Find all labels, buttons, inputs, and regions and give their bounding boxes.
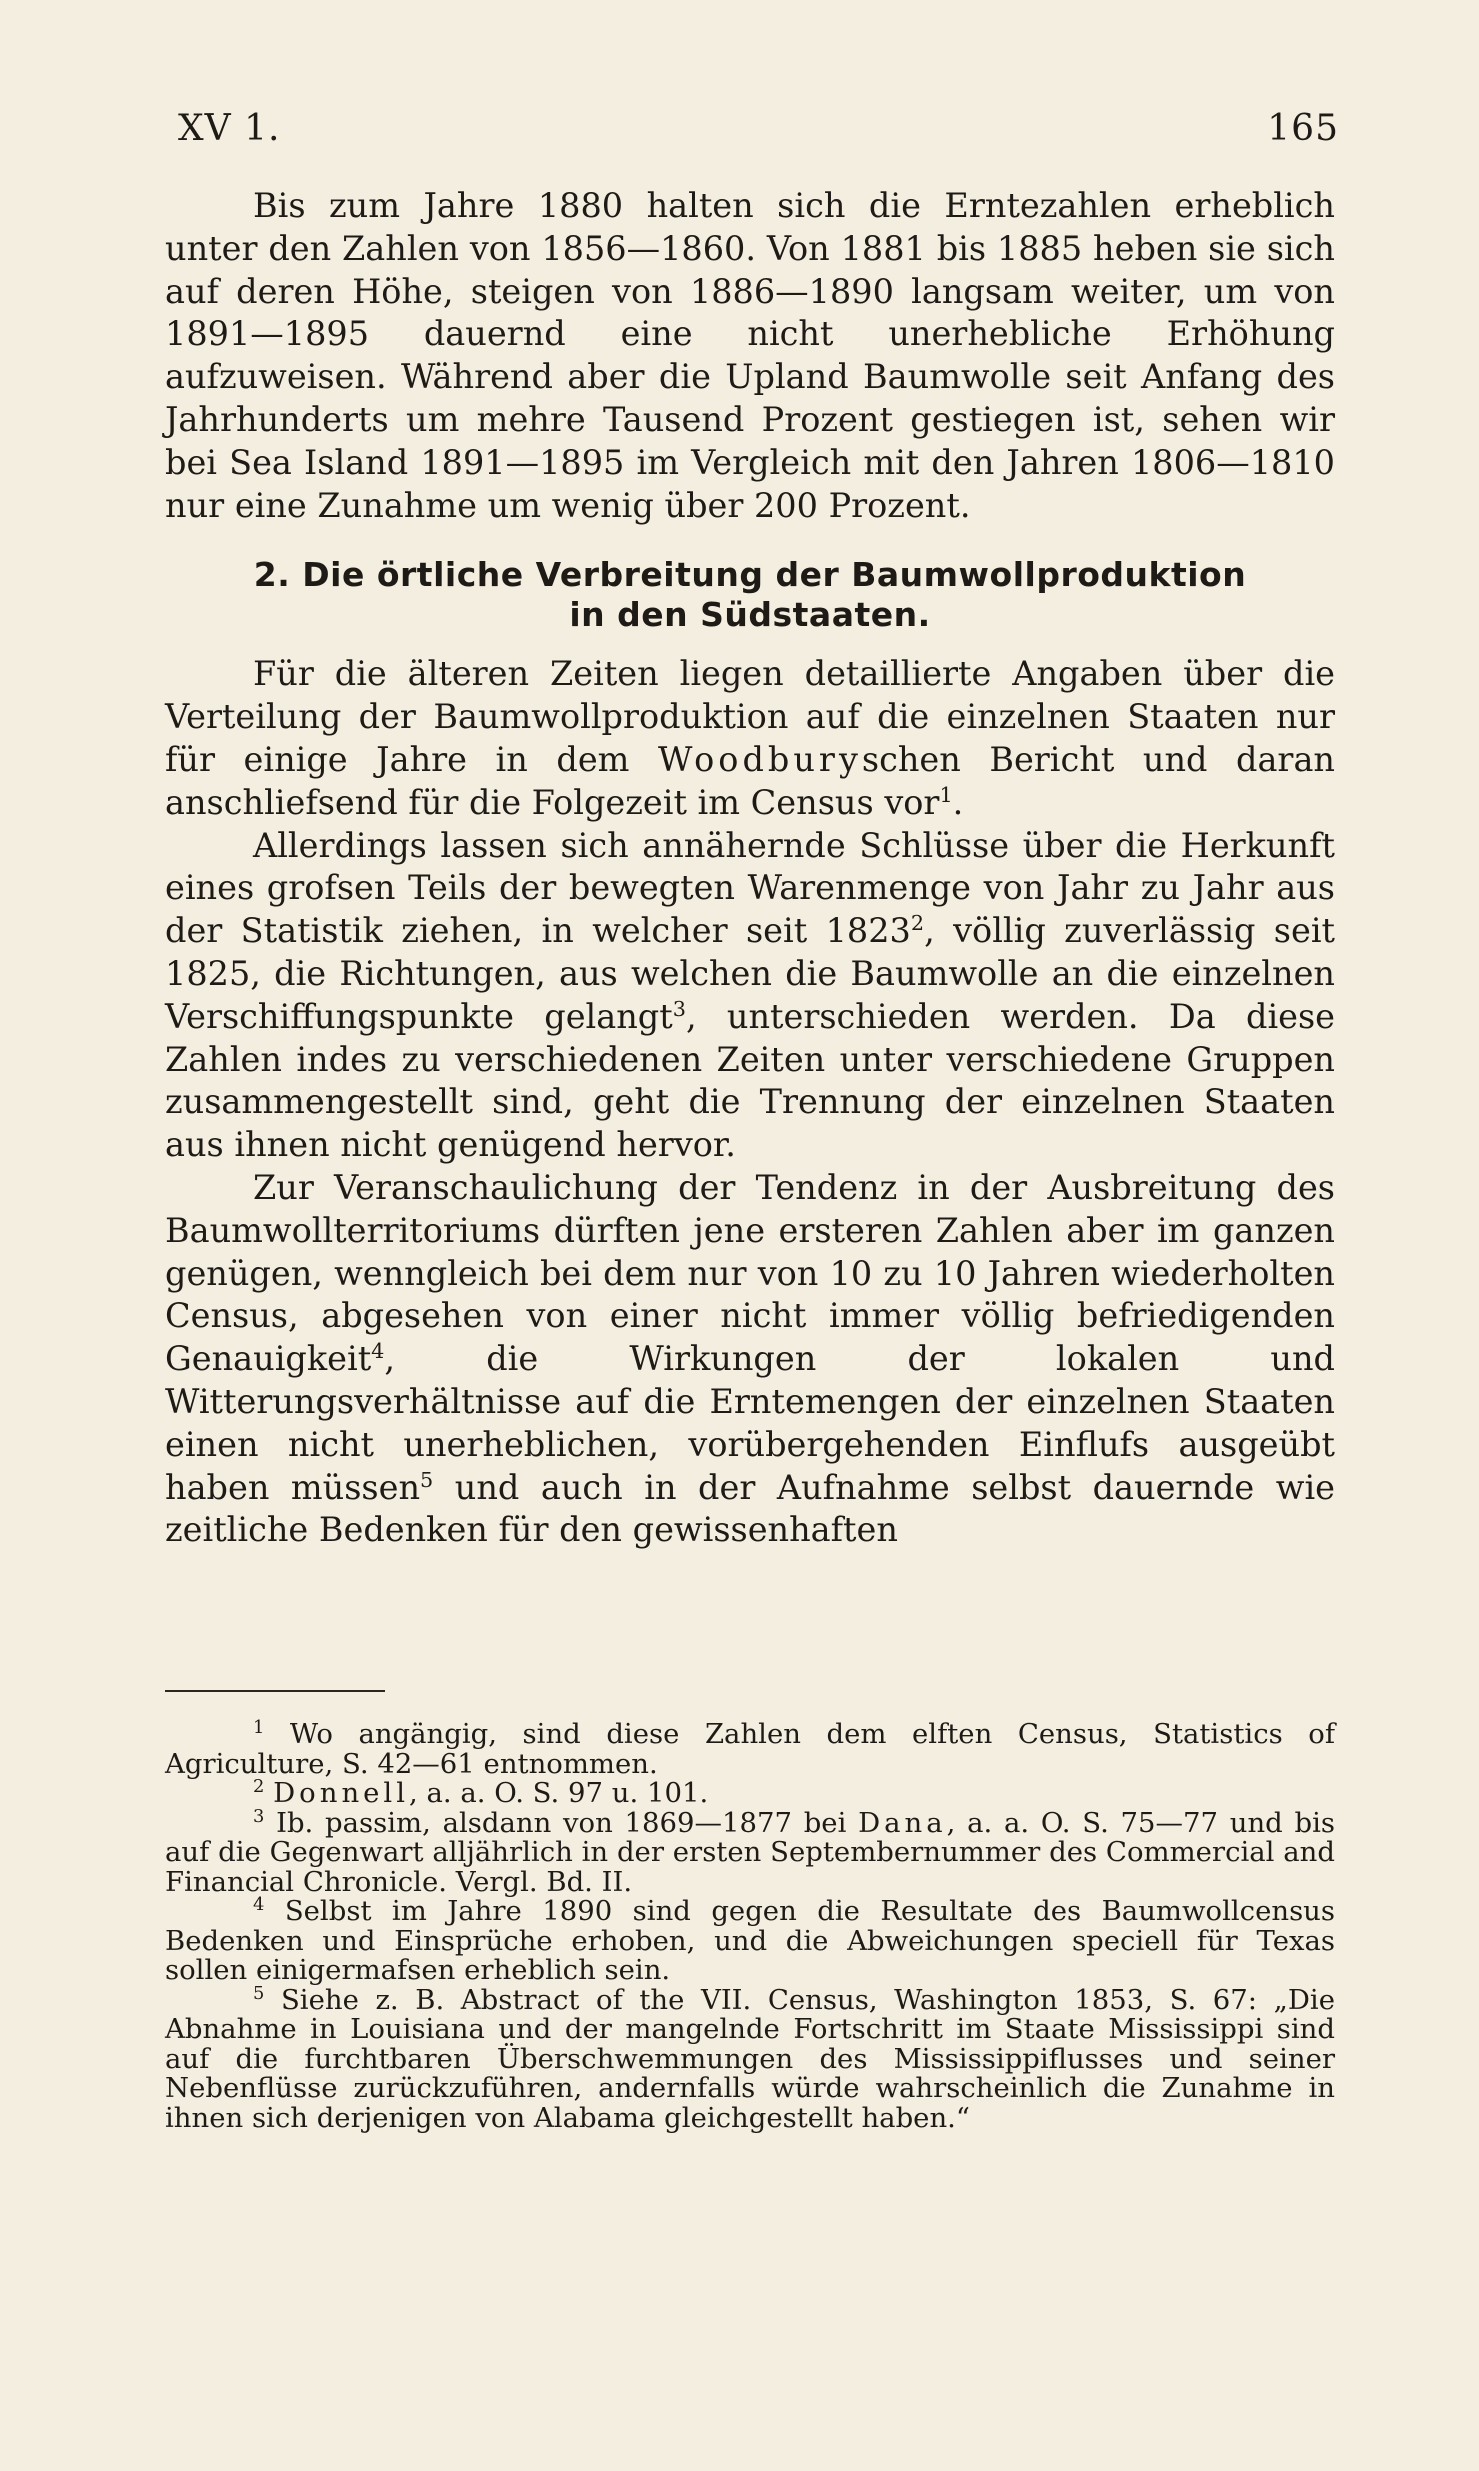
footnote-2 — [165, 1775, 1335, 1809]
author-name-woodbury: Woodbury — [657, 739, 862, 779]
paragraph-2 — [165, 653, 1335, 824]
section-heading — [165, 555, 1335, 635]
footnote-ref-5: 5 — [420, 1467, 434, 1492]
footnote-5 — [165, 1982, 1335, 2134]
page-number: 165 — [1267, 108, 1339, 149]
section-title-line-1: Die örtliche Verbreitung der Baumwollproduktion — [302, 555, 1247, 595]
paragraph-3-text-c: , unterschieden werden. Da diese Zahlen indes zu verschiedenen Zeiten unter verschiedene Gruppen zusammengestellt sind, geht die Trennung der einzelnen Staaten aus ihnen nicht genügend hervor. — [165, 996, 1335, 1165]
paragraph-4-text-b: , die Wirkungen der lokalen und Witterungsverhältnisse auf die Erntemengen der einzelnen Staaten einen nicht unerheblichen, vorübergehenden Einflufs ausgeübt haben müssen — [165, 1339, 1335, 1507]
footnote-1-text: Wo angängig, sind diese Zahlen dem elften Census, Statistics of Agriculture, S. 42—61 entnommen. — [165, 1718, 1335, 1780]
paragraph-2-text-c: . — [952, 782, 964, 822]
footnote-1 — [165, 1716, 1335, 1780]
footnote-5-mark: 5 — [253, 1982, 265, 2004]
paragraph-4 — [165, 1167, 1335, 1552]
footnote-4-text: Selbst im Jahre 1890 sind gegen die Resultate des Baumwollcensus Bedenken und Einsprüche erhoben, und die Abweichungen speciell für Texas sollen einigermafsen erheblich sein. — [165, 1895, 1335, 1986]
section-number: 2. — [253, 555, 291, 595]
author-name-dana: Dana — [858, 1806, 947, 1839]
paragraph-1: Bis zum Jahre 1880 halten sich die Erntezahlen erheblich unter den Zahlen von 1856—1860. Von 1881 bis 1885 heben sie sich auf deren Höhe, steigen von 1886—1890 langsam weiter, um von 1891—1895 dauernd eine nicht unerhebliche Erhöhung aufzuweisen. Während aber die Upland Baumwolle seit Anfang des Jahrhunderts um mehre Tausend Prozent gestiegen ist, sehen wir bei Sea Island 1891—1895 im Vergleich mit den Jahren 1806—1810 nur eine Zunahme um wenig über 200 Prozent. — [165, 186, 1335, 525]
paragraph-3-text-b: , völlig zuverlässig seit 1825, die Richtungen, aus welchen die Baumwolle an die einzelnen Verschiffungspunkte gelangt — [165, 911, 1335, 1036]
footnote-3-text-b: , a. a. O. S. 75—77 und bis auf die Gegenwart alljährlich in der ersten Septembernummer des Commercial and Financial Chronicle. Vergl. Bd. II. — [165, 1806, 1335, 1898]
footnote-3-mark: 3 — [253, 1805, 265, 1827]
paragraph-2-text-b: schen Bericht und daran anschliefsend für die Folgezeit im Census vor — [165, 739, 1335, 822]
author-name-donnell: Donnell — [273, 1777, 410, 1809]
footnote-ref-3: 3 — [672, 996, 686, 1021]
footnotes — [165, 1716, 1335, 2134]
paragraph-4-text-a: Zur Veranschaulichung der Tendenz in der Ausbreitung des Baumwollterritoriums dürften jene ersteren Zahlen aber im ganzen genügen, wenngleich bei dem nur von 10 zu 10 Jahren wiederholten Census, abgesehen von einer nicht immer völlig befriedigenden Genauigkeit — [165, 1167, 1335, 1379]
footnote-ref-2: 2 — [910, 911, 925, 935]
main-text — [165, 185, 1335, 1552]
paragraph-2-text-a: Für die älteren Zeiten liegen detaillierte Angaben über die Verteilung der Baumwollproduktion auf die einzelnen Staaten nur für einige Jahre in dem — [165, 654, 1335, 779]
footnote-3-text-a: Ib. passim, alsdann von 1869—1877 bei — [264, 1806, 859, 1839]
footnote-3 — [165, 1805, 1335, 1898]
footnote-2-text: , a. a. O. S. 97 u. 101. — [409, 1777, 709, 1809]
footnote-5-text: Siehe z. B. Abstract of the VII. Census, Washington 1853, S. 67: „Die Abnahme in Louisiana und der mangelnde Fortschritt im Staate Mississippi sind auf die furchtbaren Überschwemmungen des Mississippiflusses und seiner Nebenflüsse zurückzuführen, andernfalls würde wahrscheinlich die Zunahme in ihnen sich derjenigen von Alabama gleichgestellt haben.“ — [165, 1983, 1335, 2134]
paragraph-3 — [165, 825, 1335, 1167]
paragraph-3-text-a: Allerdings lassen sich annähernde Schlüsse über die Herkunft eines grofsen Teils der bewegten Warenmenge von Jahr zu Jahr aus der Statistik ziehen, in welcher seit 1823 — [165, 825, 1335, 951]
footnote-2-mark: 2 — [253, 1775, 265, 1797]
footnote-divider — [165, 1690, 385, 1692]
chapter-marker: XV 1. — [178, 108, 281, 149]
footnote-1-mark: 1 — [253, 1716, 265, 1738]
section-title-line-2: in den Südstaaten. — [569, 595, 931, 635]
footnote-ref-1: 1 — [939, 782, 953, 807]
running-head — [178, 108, 1339, 149]
footnote-4-mark: 4 — [253, 1893, 265, 1915]
footnote-ref-4: 4 — [371, 1338, 385, 1363]
paragraph-4-text-c: und auch in der Aufnahme selbst dauernde wie zeitliche Bedenken für den gewissenhaften — [165, 1467, 1335, 1550]
footnote-4 — [165, 1893, 1335, 1986]
